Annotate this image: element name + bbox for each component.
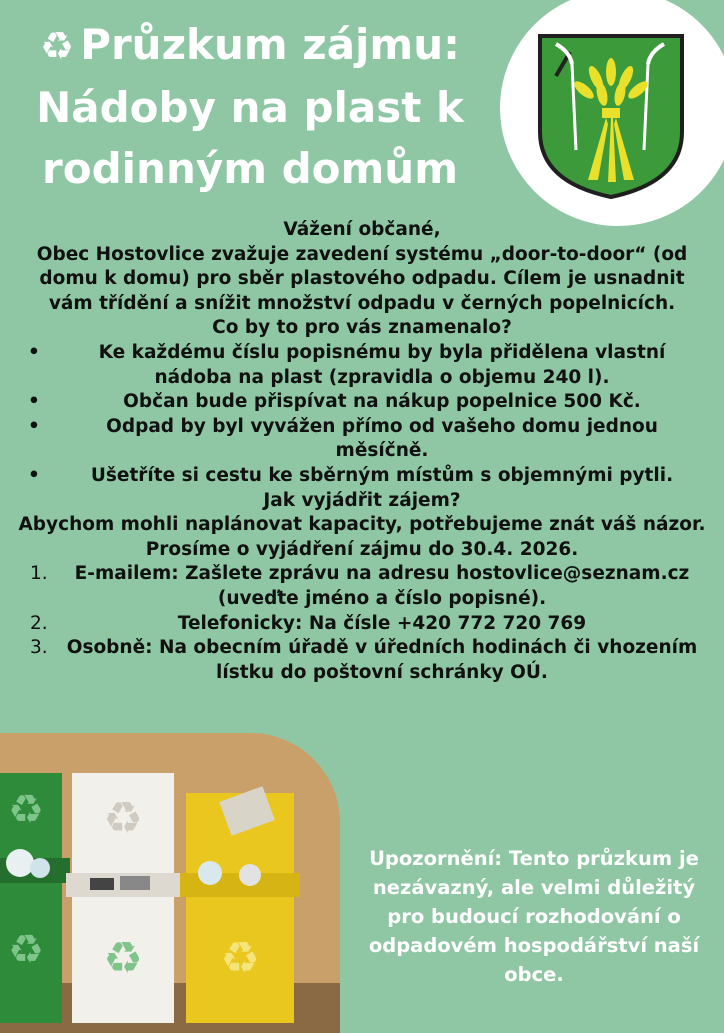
coat-of-arms-icon	[536, 32, 686, 200]
option-email: 1. E-mailem: Zašlete zprávu na adresu hostovlice@seznam.cz (uveďte jméno a číslo popisné).	[30, 563, 690, 609]
title-line-1: ♻ Průzkum zájmu:	[40, 20, 460, 69]
svg-text:♻: ♻	[103, 933, 143, 984]
greeting: Vážení občané,	[283, 219, 441, 240]
interest-heading: Jak vyjádřit zájem?	[263, 489, 461, 511]
list-item: • Odpad by byl vyvážen přímo od vašeho domu jednou měsíčně.	[28, 415, 658, 462]
interest-paragraph: Abychom mohli naplánovat kapacity, potřebujeme znát váš názor. Prosíme o vyjádření zájmu do 30.4. 2026.	[18, 514, 706, 560]
intro-paragraph: Obec Hostovlice zvažuje zavedení systému „door-to-door“ (od domu k domu) pro sběr plastového odpadu. Cílem je usnadnit vám třídění a snížit množství odpadu v černých popelnicích.	[36, 243, 688, 314]
svg-text:♻: ♻	[103, 793, 143, 844]
page-title	[20, 14, 480, 199]
bullet-dot: •	[28, 415, 40, 437]
question-heading: Co by to pro vás znamenalo?	[212, 317, 512, 339]
option-personal: 3. Osobně: Na obecním úřadě v úředních hodinách či vhozením lístku do poštovní schránky OÚ.	[30, 637, 698, 683]
notice-text: Upozornění: Tento průzkum je nezávazný, ale velmi důležitý pro budoucí rozhodování o odpadovém hospodářství naší obce.	[368, 847, 700, 986]
option-phone: 2. Telefonicky: Na čísle +420 772 720 769	[30, 612, 587, 634]
recycle-icon: ♻	[40, 24, 75, 68]
svg-text:♻: ♻	[220, 933, 260, 984]
recycling-bins-photo	[0, 733, 340, 1033]
bullet-dot: •	[28, 391, 40, 413]
title-line-3: rodinným domům	[42, 144, 458, 193]
svg-text:♻: ♻	[8, 787, 44, 833]
list-item: • Ušetříte si cestu ke sběrným místům s objemnými pytli.	[18, 464, 706, 489]
svg-text:♻: ♻	[8, 927, 44, 973]
survey-body	[18, 218, 706, 685]
bullet-dot: •	[28, 464, 40, 486]
list-item: • Ke každému číslu popisnému by byla přidělena vlastní nádoba na plast (zpravidla o objemu 240 l).	[28, 341, 666, 388]
recycling-bins-illustration	[0, 733, 340, 1033]
bullet-dot: •	[28, 341, 40, 363]
title-line-2: Nádoby na plast k	[36, 83, 464, 132]
list-item: • Občan bude přispívat na nákup popelnice 500 Kč.	[18, 390, 706, 415]
